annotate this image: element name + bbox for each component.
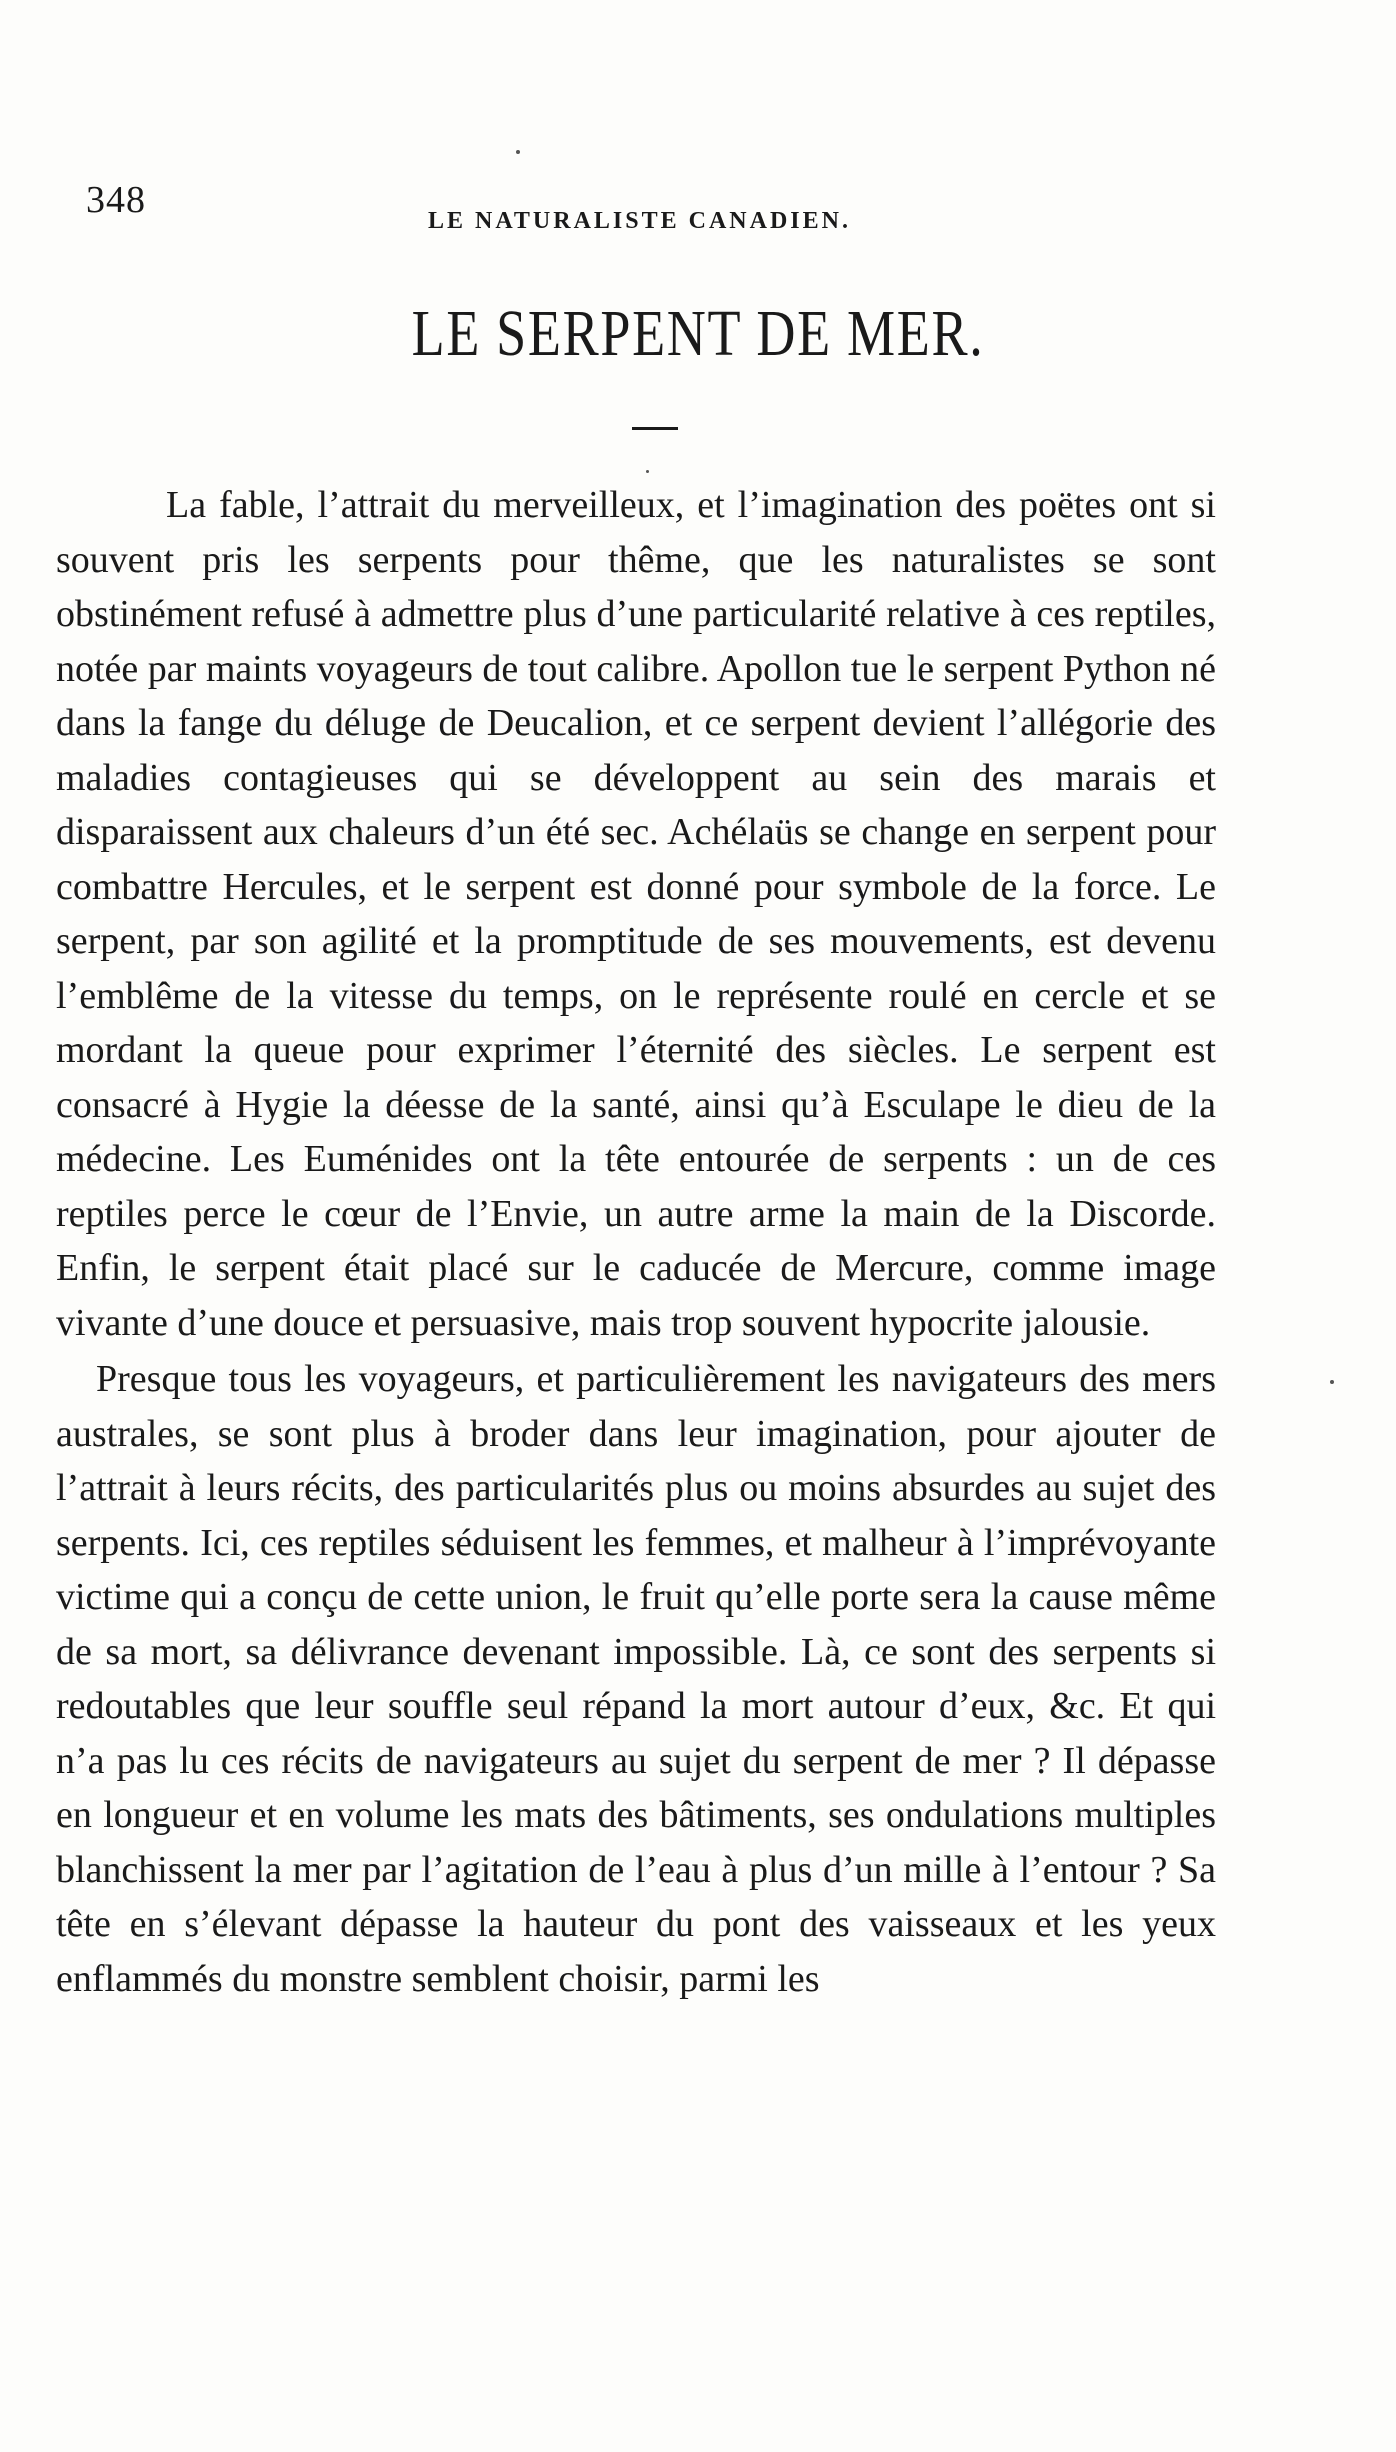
paragraph-1: La fable, l’attrait du merveilleux, et l’imagination des poëtes ont si souvent pris les serpents pour thême, que les naturalistes se sont obstinément refusé à admettre plus d’une particularité relative à ces reptiles, notée par maints voyageurs de tout calibre. Apollon tue le serpent Python né dans la fange du déluge de Deucalion, et ce serpent devient l’allégorie des maladies contagieuses qui se développent au sein des marais et disparaissent aux chaleurs d’un été sec. Achélaüs se change en serpent pour combattre Hercules, et le serpent est donné pour symbole de la force. Le serpent, par son agilité et la promptitude de ses mouvements, est devenu l’emblême de la vitesse du temps, on le représente roulé en cercle et se mordant la queue pour exprimer l’éternité des siècles. Le serpent est consacré à Hygie la déesse de la santé, ainsi qu’à Esculape le dieu de la médecine. Les Euménides ont la tête entourée de serpents : un de ces reptiles perce le cœur de l’Envie, un autre arme la main de la Discorde. Enfin, le serpent était placé sur le caducée de Mercure, comme image vivante d’une douce et persuasive, mais trop souvent hypocrite jalousie.	[56, 484, 1216, 1344]
page-header	[86, 178, 1216, 238]
print-speck	[646, 470, 649, 473]
running-head: LE NATURALISTE CANADIEN.	[428, 208, 851, 234]
article-title: LE SERPENT DE MER.	[411, 297, 985, 370]
article-body	[56, 478, 1216, 2006]
paragraph-2: Presque tous les voyageurs, et particulièrement les navigateurs des mers australes, se sont plus à broder dans leur imagination, pour ajouter de l’attrait à leurs récits, des particularités plus ou moins absurdes au sujet des serpents. Ici, ces reptiles séduisent les femmes, et malheur à l’imprévoyante victime qui a conçu de cette union, le fruit qu’elle porte sera la cause même de sa mort, sa délivrance devenant impossible. Là, ce sont des serpents si redoutables que leur souffle seul répand la mort autour d’eux, &c. Et qui n’a pas lu ces récits de navigateurs au sujet du serpent de mer ? Il dépasse en longueur et en volume les mats des bâtiments, ses ondulations multiples blanchissent la mer par l’agitation de l’eau à plus d’un mille à l’entour ? Sa tête en s’élevant dépasse la hauteur du pont des vaisseaux et les yeux enflammés du monstre semblent choisir, parmi les	[56, 1358, 1216, 2000]
print-speck	[516, 150, 520, 154]
page-number: 348	[86, 179, 146, 221]
print-speck	[1330, 1380, 1334, 1384]
title-rule	[632, 427, 678, 430]
